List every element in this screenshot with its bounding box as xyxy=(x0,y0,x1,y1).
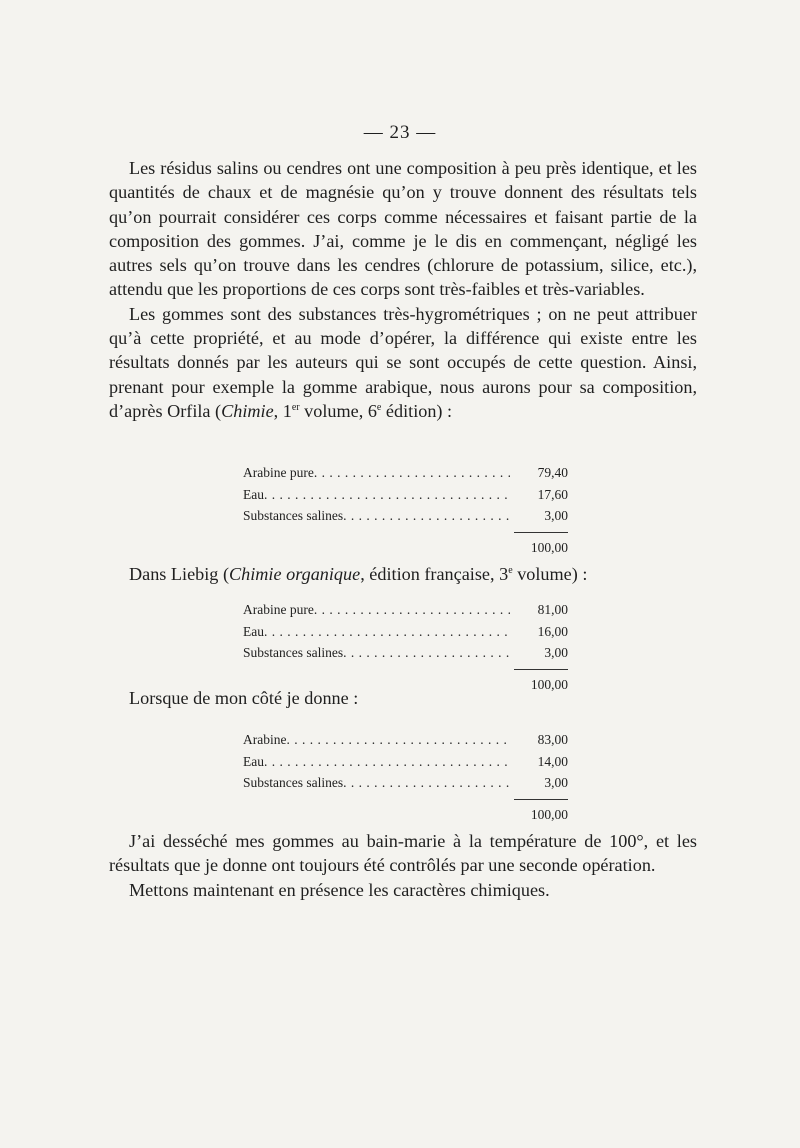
table-row xyxy=(243,505,568,527)
row-value: 16,00 xyxy=(537,623,568,639)
table-total: 100,00 xyxy=(530,539,568,555)
leader-dots xyxy=(264,751,510,773)
table-total: 100,00 xyxy=(530,806,568,822)
row-value: 3,00 xyxy=(544,645,568,661)
leader-dots xyxy=(343,642,510,664)
intro-text xyxy=(109,156,697,423)
row-label: Arabine pure xyxy=(243,465,314,480)
paragraph-drying: J’ai desséché mes gommes au bain-marie à la température de 100°, et les résultats que je donne ont toujours été contrôlés par une seconde opération. xyxy=(109,831,697,876)
closing-text xyxy=(109,829,697,902)
row-value: 3,00 xyxy=(544,775,568,791)
table-row xyxy=(243,484,568,506)
leader-dots xyxy=(343,772,510,794)
composition-table-author xyxy=(243,729,568,825)
table-total: 100,00 xyxy=(530,676,568,692)
ordinal-sup-2: e xyxy=(376,401,382,413)
leader-dots xyxy=(314,462,510,484)
composition-table-liebig xyxy=(243,599,568,695)
row-label: Substances salines xyxy=(243,775,344,791)
paragraph-residues: Les résidus salins ou cendres ont une composition à peu près identique, et les quantités de chaux et de magnésie qu’on y trouve donnent des résultats tels qu’on pourrait considérer ces corps comme nécessaires et faisant partie de la composition des gommes. J’ai, comme je le dis en commençant, négligé les autres sels qu’on trouve dans les cendres (chlorure de potassium, silice, etc.), attendu que les proportions de ces corps sont très-faibles et très-variables. xyxy=(109,158,697,300)
table-row xyxy=(243,621,568,643)
row-value: 14,00 xyxy=(537,753,568,769)
leader-dots xyxy=(264,621,510,643)
paragraph-hygrometric-text: Les gommes sont des substances très-hygrométriques ; on ne peut attribuer qu’à cette propriété, et au mode d’opérer, la différence qui existe entre les résultats donnés par les auteurs qui se sont occupés de cette question. Ainsi, prenant pour exemple la gomme arabique, nous aurons pour sa composition, d’après Orfila ( xyxy=(109,303,697,421)
table-row xyxy=(243,599,568,621)
sum-rule xyxy=(514,532,568,533)
caption-liebig-mid: , édition française, 3 xyxy=(360,564,509,584)
edition-text-3: édition) : xyxy=(381,400,453,421)
ordinal-sup-3: e xyxy=(508,564,513,576)
row-label: Eau xyxy=(243,486,264,502)
edition-text-1: , 1 xyxy=(273,400,292,421)
paragraph-chemical-characters: Mettons maintenant en présence les caractères chimiques. xyxy=(129,879,550,900)
table-row xyxy=(243,751,568,773)
leader-dots xyxy=(314,599,510,621)
table-row xyxy=(243,462,568,484)
caption-liebig-pre: Dans Liebig ( xyxy=(129,564,230,584)
row-label: Eau xyxy=(243,753,264,769)
leader-dots xyxy=(343,505,510,527)
row-label: Eau xyxy=(243,623,264,639)
sum-rule xyxy=(514,669,568,670)
row-value: 81,00 xyxy=(537,602,568,617)
paragraph-hygrometric xyxy=(109,302,697,423)
source-title-liebig: Chimie organique xyxy=(229,564,361,584)
sum-rule xyxy=(514,799,568,800)
row-value: 17,60 xyxy=(537,486,568,502)
leader-dots xyxy=(286,729,510,751)
leader-dots xyxy=(264,484,510,506)
caption-author: Lorsque de mon côté je donne : xyxy=(129,688,359,708)
row-label: Arabine xyxy=(243,732,287,747)
table-row xyxy=(243,772,568,794)
table-row xyxy=(243,729,568,751)
row-value: 79,40 xyxy=(537,465,568,480)
ordinal-sup-1: er xyxy=(291,401,300,413)
caption-liebig xyxy=(129,562,699,586)
composition-table-orfila xyxy=(243,462,568,558)
source-title-chimie: Chimie xyxy=(221,400,274,421)
row-label: Substances salines xyxy=(243,645,344,661)
table-row xyxy=(243,642,568,664)
row-label: Substances salines xyxy=(243,508,344,524)
row-label: Arabine pure xyxy=(243,602,314,617)
row-value: 83,00 xyxy=(537,732,568,747)
edition-text-2: volume, 6 xyxy=(299,400,377,421)
caption-liebig-post: volume) : xyxy=(512,564,588,584)
row-value: 3,00 xyxy=(544,508,568,524)
page-number: — 23 — xyxy=(363,122,437,143)
